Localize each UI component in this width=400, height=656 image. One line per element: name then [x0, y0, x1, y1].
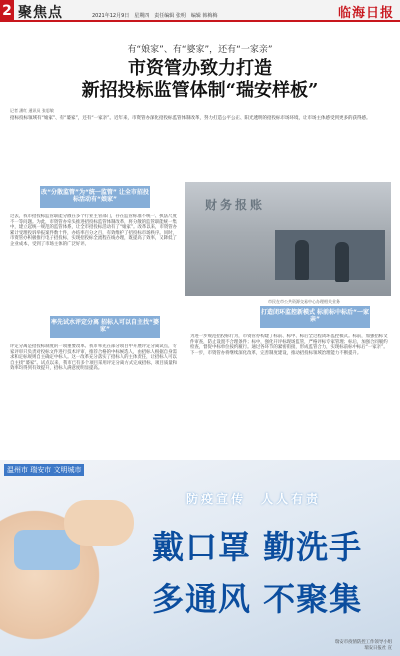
banner-tag: 温州市 瑞安市 文明城市 — [4, 464, 84, 476]
article-lead: 招标投标领域有“娘家”、有“婆家”，还有“一家亲”。近年来，市资管办深化招投标监管体制改革，努力打造公平公正、阳光透明的招投标市场环境，让市场主体感受到更多的获得感。 — [10, 116, 371, 121]
section-body-3: 为进一步规范招投标行为，市资管办构建了标前、标中、标后全过程闭环监控模式。标前，加强招标文件审查，防止设置不合理条件；标中，强化开评标现场监管，严格评标专家管理；标后，加强合同履约检查，督促中标单位按约履行。通过各环节的紧密衔接，形成监管合力，实现标前标中标后“一家亲”。下一步，市资管办将继续深化改革，完善制度建设，推动招投标领域治理能力不断提升。 — [190, 334, 388, 356]
banner-slogan: 防疫宣传 人人有责 — [186, 492, 322, 506]
article-headline — [0, 58, 400, 102]
section-body-1: 过去，我市招投标监管职能分散在多个行业主管部门，存在监管标准不统一、执法尺度不一等问题。为此，市资管办牵头推进招投标监管体制改革，将分散的监管职能统一集中，建立起统一规范的监管体系，让全市招投标活动有了“娘家”。改革以来，市资管办累计受理投诉举报案件数十件，办结率百分之百，有效维护了招投标市场秩序。同时，市资管办积极推行电子招投标，实现招投标全流程在线办理，既提高了效率，又降低了企业成本，受到了市场主体的广泛好评。 — [10, 214, 178, 247]
photo-person — [295, 240, 309, 280]
page-header — [0, 0, 400, 22]
banner-credit: 瑞安市疫情防控工作领导小组 瑞安日报社 宣 — [334, 640, 392, 651]
hand-illustration — [64, 500, 134, 546]
newspaper-logo: 临海日报 — [337, 6, 394, 21]
article-byline: 记者 潘红 通讯员 张思敏 — [10, 108, 54, 113]
section-heading-2: 率先试水评定分离 招标人可以自主找“婆家” — [50, 316, 160, 338]
banner-big-line-1: 戴口罩 勤洗手 — [152, 528, 363, 566]
headline-line-2: 新招投标监管体制“瑞安样板” — [81, 80, 319, 101]
section-name: 聚焦点 — [18, 5, 63, 21]
issue-meta: 2021年12月9日 星期四 责任编辑 张明 编辑 韩梅梅 — [92, 13, 218, 19]
section-heading-1: 改“分散监管”为“统一监管” 让全市招投标活动有“娘家” — [40, 186, 150, 208]
article-kicker: 有“娘家”、有“婆家”，还有“一家亲” — [127, 45, 273, 55]
photo-counter — [275, 230, 385, 280]
section-body-2: 评定分离是招投标制度的一项重要改革。我市率先在部分项目中开展评定分离试点，专家评审只负责对投标文件进行技术评审，推荐合格的中标候选人，由招标人根据自身需求和定标规则自主确定中标人。这一改革充分落实了招标人的主体责任，让招标人可以自主找“婆家”。试点以来，我市已有多个项目采用评定分离方式完成招标，项目质量和效率均得到有效提升，招标人满意度明显提高。 — [10, 344, 178, 372]
photo-person — [335, 242, 349, 282]
photo-sign: 财务报账 — [205, 198, 266, 212]
headline-line-1: 市资管办致力打造 — [128, 58, 272, 79]
article-photo — [185, 182, 391, 296]
section-heading-3: 打造闭环监控新模式 标前标中标后“一家亲” — [260, 306, 370, 328]
banner-big-line-2: 多通风 不聚集 — [152, 580, 363, 618]
section-number: 2 — [0, 0, 14, 22]
photo-caption: 市民在市公共资源交易中心办理相关业务 — [268, 299, 340, 304]
psa-banner — [0, 460, 400, 656]
